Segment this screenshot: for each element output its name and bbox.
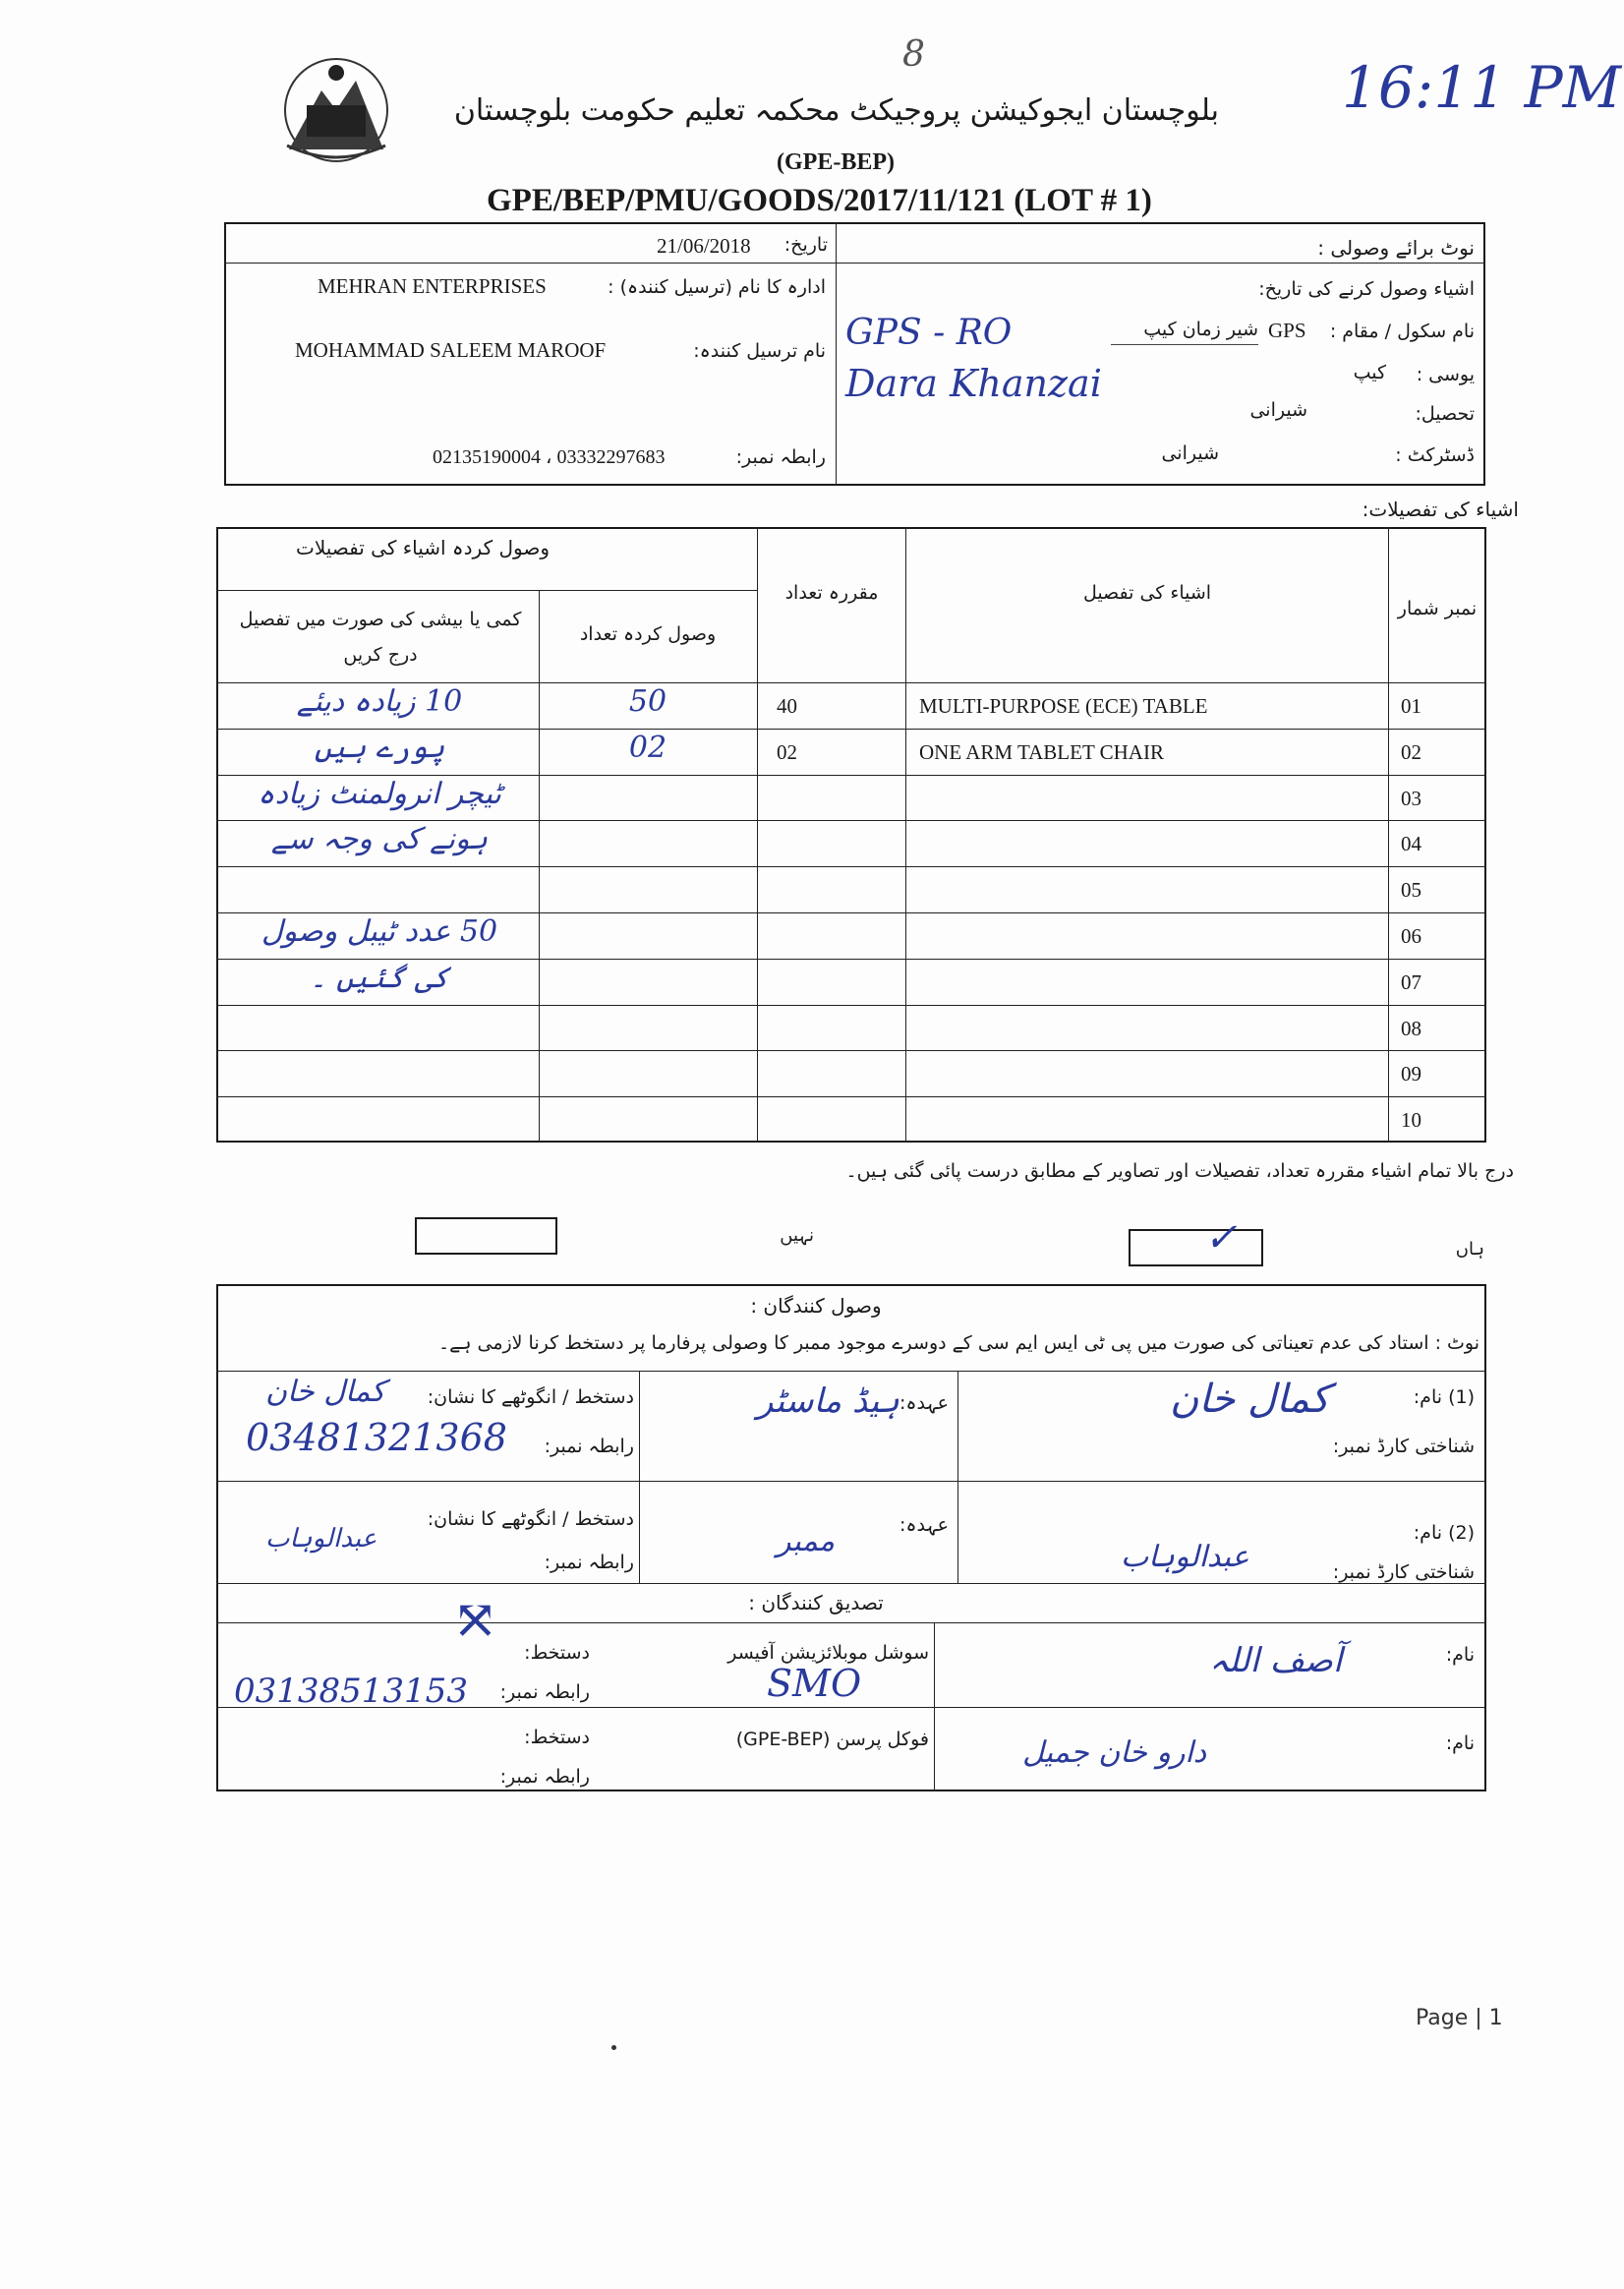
contact-value: 02135190004 ، 03332297683	[433, 446, 666, 468]
r2-sign-hw: عبدالوہاب	[265, 1524, 377, 1554]
r2-contact-label: رابطہ نمبر:	[544, 1552, 634, 1573]
cell-remark: کی گئیں ۔	[309, 960, 450, 995]
details-label: اشیاء کی تفصیلات:	[1362, 498, 1519, 521]
uc-value: کیپ	[1353, 362, 1386, 383]
contact-label: رابطہ نمبر:	[735, 446, 826, 468]
school-handwriting: GPS - RO	[845, 313, 1013, 353]
v1-contact-hw: 03138513153	[234, 1672, 468, 1711]
yes-checkbox[interactable]	[1129, 1229, 1263, 1266]
district-value: شیرانی	[1161, 442, 1219, 464]
no-label: نہیں	[780, 1225, 814, 1246]
school-value: GPS	[1268, 319, 1306, 342]
cell-remark: ٹیچر انرولمنٹ زیادہ	[257, 776, 502, 811]
cell-rcv: 50	[628, 684, 667, 719]
scan-dot	[611, 2045, 616, 2050]
sender-label: نام ترسیل کنندہ:	[693, 340, 826, 362]
v1-role-hw: SMO	[767, 1662, 862, 1705]
v1-role: سوشل موبلائزیشن آفیسر	[727, 1642, 929, 1664]
r1-name-label: (1) نام:	[1413, 1386, 1475, 1408]
sender-value: MOHAMMAD SALEEM MAROOF	[295, 338, 607, 362]
col-remarks: کمی یا بیشی کی صورت میں تفصیل درج کریں	[239, 609, 522, 666]
page-number: Page | 1	[1416, 2006, 1503, 2030]
page-mark: 8	[902, 34, 925, 75]
time-stamp: 16:11 PM	[1342, 54, 1621, 121]
cell-sno: 02	[1401, 739, 1421, 764]
org-label: ادارہ کا نام (ترسیل کنندہ) :	[608, 276, 826, 298]
cell-sno: 06	[1401, 924, 1421, 948]
r2-role-hw: ممبر	[777, 1524, 836, 1558]
cell-desc: MULTI-PURPOSE (ECE) TABLE	[919, 694, 1208, 718]
cell-qty: 40	[777, 694, 797, 718]
v1-name-label: نام:	[1445, 1644, 1475, 1666]
receivers-heading: وصول کنندگان :	[750, 1294, 882, 1318]
date-label: تاریخ:	[783, 234, 828, 256]
col-desc: اشیاء کی تفصیل	[1082, 582, 1212, 604]
note-receipt-label: نوٹ برائے وصولی :	[1317, 236, 1475, 260]
confirm-statement: درج بالا تمام اشیاء مقررہ تعداد، تفصیلات اور تصاویر کے مطابق درست پائی گئی ہیں۔	[845, 1160, 1514, 1182]
r1-contact-hw: 03481321368	[246, 1416, 507, 1459]
cell-sno: 09	[1401, 1062, 1421, 1086]
r2-cnic-hw: عبدالوہاب	[1121, 1540, 1249, 1574]
school-label: نام سکول / مقام :	[1329, 321, 1475, 342]
yes-label: ہاں	[1455, 1239, 1484, 1260]
cell-sno: 03	[1401, 786, 1421, 810]
v2-name-hw: دارو خان جمیل	[1022, 1735, 1207, 1770]
yes-checkmark: ✓	[1204, 1215, 1238, 1261]
r2-name-label: (2) نام:	[1413, 1522, 1475, 1544]
cell-sno: 08	[1401, 1016, 1421, 1040]
district-label: ڈسٹرکٹ :	[1395, 444, 1475, 466]
org-value: MEHRAN ENTERPRISES	[318, 274, 547, 298]
r1-cnic-label: شناختی کارڈ نمبر:	[1332, 1436, 1475, 1457]
r1-sign-label: دستخط / انگوٹھے کا نشان:	[427, 1386, 634, 1408]
col-sno: نمبر شمار	[1397, 598, 1478, 619]
cell-sno: 05	[1401, 878, 1421, 903]
r2-cnic-label: شناختی کارڈ نمبر:	[1332, 1561, 1475, 1583]
cell-sno: 10	[1401, 1108, 1421, 1133]
date-value: 21/06/2018	[657, 234, 751, 258]
page-subtitle: (GPE-BEP)	[777, 149, 895, 175]
v2-name-label: نام:	[1445, 1732, 1475, 1754]
r1-sign-hw: کمال خان	[265, 1375, 385, 1409]
cell-remark: پورے ہیں	[314, 730, 445, 765]
reference-number: GPE/BEP/PMU/GOODS/2017/11/121 (LOT # 1)	[487, 183, 1152, 218]
receivers-box	[216, 1284, 1486, 1791]
r1-role-label: عہدہ:	[899, 1392, 949, 1414]
verifiers-heading: تصدیق کنندگان :	[748, 1591, 884, 1614]
col-received-group: وصول کردہ اشیاء کی تفصیلات	[296, 536, 550, 559]
receive-date-label: اشیاء وصول کرنے کی تاریخ:	[1258, 278, 1475, 300]
page-title: بلوچستان ایجوکیشن پروجیکٹ محکمہ تعلیم حکومت بلوچستان	[453, 93, 1219, 128]
cell-desc: ONE ARM TABLET CHAIR	[919, 739, 1164, 764]
cell-remark: 50 عدد ٹیبل وصول	[261, 914, 498, 949]
cell-remark: 10 زیادہ دیئے	[296, 684, 463, 719]
no-checkbox[interactable]	[415, 1217, 557, 1255]
school-handwriting-2: Dara Khanzai	[845, 362, 1102, 405]
v1-sign-label: دستخط:	[524, 1642, 590, 1664]
cell-remark: ہونے کی وجہ سے	[270, 822, 489, 857]
v1-name-hw: آصف اللہ	[1209, 1641, 1343, 1680]
cell-sno: 01	[1401, 694, 1421, 718]
logo	[267, 51, 405, 169]
cell-rcv: 02	[628, 730, 667, 765]
uc-label: یوسی :	[1416, 364, 1475, 385]
col-received-qty: وصول کردہ تعداد	[579, 623, 717, 645]
v1-contact-label: رابطہ نمبر:	[499, 1681, 590, 1703]
r1-role-hw: ہیڈ ماسٹر	[757, 1381, 899, 1421]
receivers-note: نوٹ : استاد کی عدم تعیناتی کی صورت میں پی ٹی ایس ایم سی کے دوسرے موجود ممبر کا وصولی پرفارما پر دستخط کرنا لازمی ہے۔	[438, 1332, 1479, 1354]
tehsil-value: شیرانی	[1249, 399, 1307, 421]
cell-qty: 02	[777, 739, 797, 764]
r1-contact-label: رابطہ نمبر:	[544, 1436, 634, 1457]
r2-sign-label: دستخط / انگوٹھے کا نشان:	[427, 1508, 634, 1530]
cell-sno: 07	[1401, 969, 1421, 994]
v1-signature-mark: ⤧	[452, 1588, 498, 1652]
cell-sno: 04	[1401, 832, 1421, 856]
v2-contact-label: رابطہ نمبر:	[499, 1766, 590, 1788]
v2-role: فوکل پرسن (GPE-BEP)	[735, 1729, 929, 1750]
v2-sign-label: دستخط:	[524, 1727, 590, 1748]
col-qty: مقررہ تعداد	[784, 582, 879, 604]
school-value-urdu: شیر زمان کیپ	[1143, 319, 1258, 340]
r1-name-hw: کمال خان	[1170, 1377, 1330, 1422]
tehsil-label: تحصیل:	[1415, 403, 1475, 425]
balochistan-emblem-icon	[267, 51, 405, 169]
r2-role-label: عہدہ:	[899, 1514, 949, 1536]
